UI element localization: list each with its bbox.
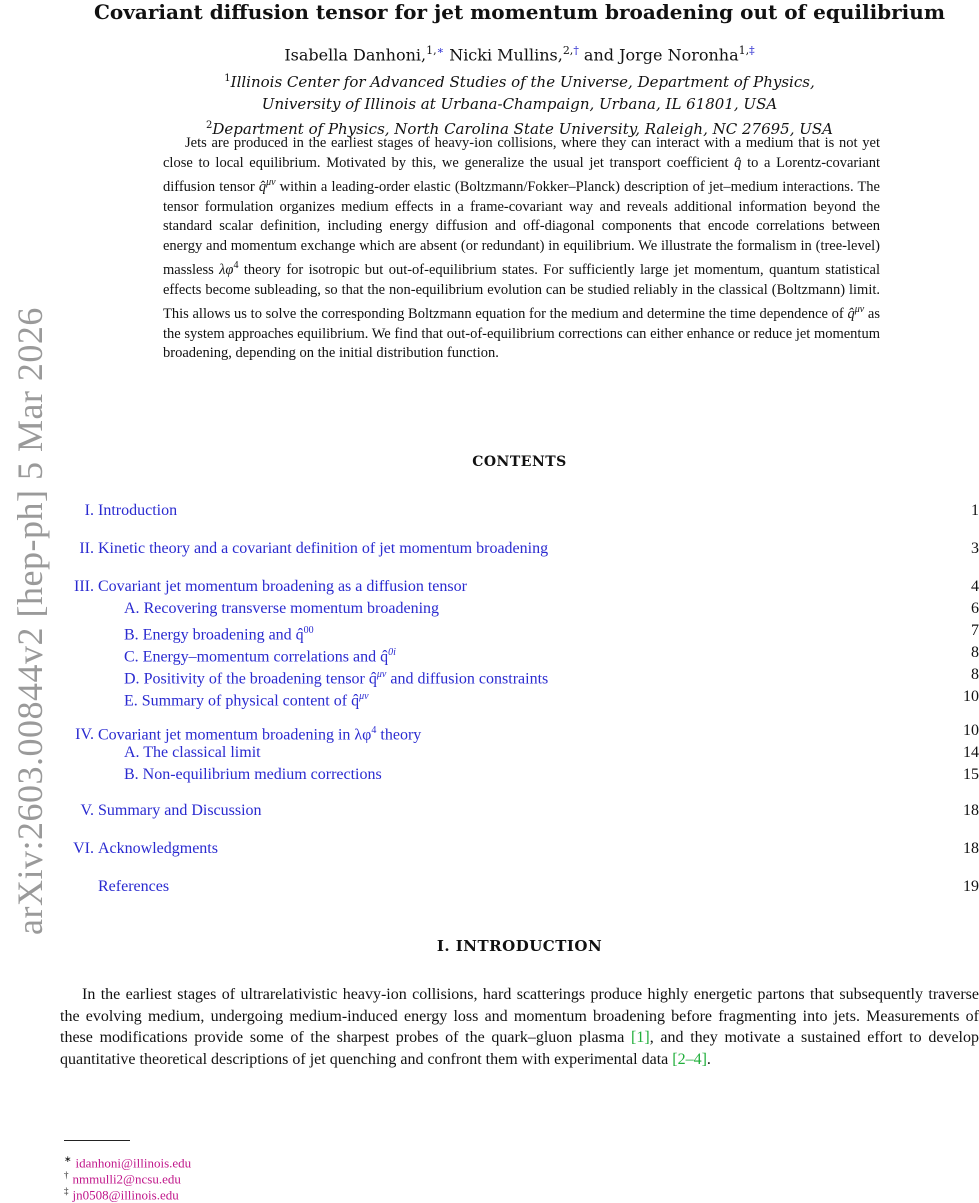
q-hat-symbol: q̂ <box>847 306 855 323</box>
toc-subentry[interactable] <box>60 620 979 642</box>
toc-page-number: 10 <box>963 722 979 739</box>
affiliation-number: 1 <box>224 73 231 84</box>
toc-link[interactable]: D. Positivity of the broadening tensor q̂$^{\mu\nu}$ and diffusion constraints <box>124 669 549 688</box>
toc-link[interactable]: A. The classical limit <box>124 744 261 761</box>
affiliations <box>60 68 979 140</box>
author-footnote-link[interactable]: ‡ <box>749 44 755 57</box>
toc-page-number: 15 <box>963 766 979 783</box>
email-link[interactable]: nmmulli2@ncsu.edu <box>72 1171 181 1187</box>
toc-page-number: 14 <box>963 744 979 761</box>
toc-link[interactable]: C. Energy–momentum correlations and q̂$^{0i}$ <box>124 647 396 666</box>
toc-subentry[interactable] <box>60 664 979 686</box>
toc-page-number: 8 <box>971 644 979 661</box>
toc-link[interactable]: VI. Acknowledgments <box>73 840 218 857</box>
author-list <box>60 44 979 64</box>
toc-entry[interactable] <box>60 838 979 860</box>
toc-subentry[interactable] <box>60 642 979 664</box>
toc-link[interactable]: I. Introduction <box>84 502 178 519</box>
affiliation-number: 2 <box>206 120 213 131</box>
toc-subentry[interactable] <box>60 764 979 786</box>
arxiv-identifier: arXiv:2603.00844v2 [hep-ph] 5 Mar 2026 <box>10 307 50 935</box>
toc-link[interactable]: V. Summary and Discussion <box>80 802 262 819</box>
tensor-index: μν <box>854 304 865 316</box>
toc-entry[interactable] <box>60 876 979 898</box>
toc-entry[interactable] <box>60 500 979 522</box>
toc-page-number: 6 <box>971 600 979 617</box>
toc-page-number: 18 <box>963 802 979 819</box>
author-affiliation-mark: 2, <box>562 44 574 57</box>
toc-page-number: 19 <box>963 878 979 895</box>
toc-page-number: 1 <box>971 502 979 519</box>
toc-page-number: 18 <box>963 840 979 857</box>
email-link[interactable]: idanhoni@illinois.edu <box>75 1155 192 1171</box>
footnote <box>64 1183 179 1203</box>
toc-page-number: 7 <box>971 622 979 639</box>
footnote-divider <box>64 1140 130 1141</box>
author-footnote-link[interactable]: † <box>573 44 579 57</box>
footnote-mark: † <box>64 1170 69 1180</box>
footnote-mark: ∗ <box>64 1154 72 1164</box>
toc-link[interactable]: A. Recovering transverse momentum broadening <box>124 600 440 617</box>
author-conjunction: and <box>583 45 614 65</box>
citation-link[interactable]: [2–4] <box>672 1050 707 1068</box>
footnote-mark: ‡ <box>64 1186 69 1196</box>
toc-entry[interactable] <box>60 576 979 598</box>
toc-link[interactable]: References <box>98 878 170 895</box>
author-affiliation-mark: 1, <box>426 44 437 57</box>
affiliation-line: Department of Physics, North Carolina State University, Raleigh, NC 27695, USA <box>212 120 833 138</box>
toc-page-number: 3 <box>971 540 979 557</box>
email-link[interactable]: jn0508@illinois.edu <box>72 1187 179 1203</box>
citation-link[interactable]: [1] <box>631 1029 650 1046</box>
toc-subentry[interactable] <box>60 686 979 708</box>
q-hat-symbol: q̂ <box>258 179 267 196</box>
toc-page-number: 8 <box>971 666 979 683</box>
toc-link[interactable]: B. Energy broadening and q̂$^{00}$ <box>124 625 314 644</box>
lambda-phi-symbol: λφ <box>219 262 234 279</box>
q-hat-symbol: q̂ <box>734 154 742 171</box>
tensor-index: μν <box>266 177 276 189</box>
author-footnote-link[interactable]: ∗ <box>436 44 445 57</box>
toc-entry[interactable] <box>60 538 979 560</box>
abstract: Jets are produced in the earliest stages of heavy-ion collisions, where they can interact with a medium that is not yet close to local equilibrium. Motivated by this, we generalize the usual jet transport coefficient q̂ to a Lorentz-covariant diffusion tensor q̂$^{\mu\nu}$ within a leading-order elastic (Boltzmann/Fokker–Planck) description of jet–medium interactions. The tensor formulation organizes medium effects in a frame-covariant way and reveals additional information beyond the standard scalar definition, including energy diffusion and off-diagonal components that encode correlations between energy and momentum exchange which are absent (or redundant) in equilibrium. We illustrate the formalism in (tree-level) massless $\lambda\varphi^4$ theory for isotropic but out-of-equilibrium states. For sufficiently large jet momentum, quantum statistical effects become subleading, so that the non-equilibrium evolution can be studied reliably in the classical (Boltzmann) limit. This allows us to solve the corresponding Boltzmann equation for the medium and determine the time dependence of q̂$^{\mu\nu}$ as the system approaches equilibrium. We find that out-of-equilibrium corrections can either enhance or reduce jet momentum broadening, depending on the initial distribution function. <box>163 135 880 362</box>
author-name: Jorge Noronha <box>619 45 739 65</box>
contents-heading: CONTENTS <box>472 454 567 470</box>
power-four: 4 <box>233 260 239 272</box>
toc-entry[interactable] <box>60 720 979 742</box>
intro-paragraph: In the earliest stages of ultrarelativistic heavy-ion collisions, hard scatterings produce highly energetic partons that subsequently traverse the evolving medium, undergoing medium-induced energy loss and momentum broadening before fragmenting into jets. Measurements of these modifications provide some of the sharpest probes of the quark–gluon plasma [1], and they motivate a sustained effort to develop quantitative theoretical descriptions of jet quenching and confront them with experimental data [2–4]. <box>60 986 979 1068</box>
author-affiliation-mark: 1, <box>738 44 750 57</box>
toc-subentry[interactable] <box>60 598 979 620</box>
toc-page-number: 10 <box>963 688 979 705</box>
affiliation-line: University of Illinois at Urbana-Champaign, Urbana, IL 61801, USA <box>261 95 778 113</box>
toc-link[interactable]: IV. Covariant jet momentum broadening in $\lambda\varphi^4$ theory <box>75 725 422 744</box>
section-heading: I. INTRODUCTION <box>436 937 603 955</box>
toc-link[interactable]: III. Covariant jet momentum broadening as a diffusion tensor <box>74 578 467 595</box>
toc-page-number: 4 <box>971 578 979 595</box>
toc-subentry[interactable] <box>60 742 979 764</box>
affiliation-line: Illinois Center for Advanced Studies of the Universe, Department of Physics, <box>230 73 815 91</box>
toc-link[interactable]: B. Non-equilibrium medium corrections <box>124 766 382 783</box>
author-name: Nicki Mullins, <box>449 45 563 65</box>
toc-link[interactable]: E. Summary of physical content of q̂$^{\mu\nu}$ <box>124 691 369 710</box>
paper-title: Covariant diffusion tensor for jet momentum broadening out of equilibrium <box>94 0 945 24</box>
toc-link[interactable]: II. Kinetic theory and a covariant definition of jet momentum broadening <box>79 540 549 557</box>
author-name: Isabella Danhoni, <box>284 45 427 65</box>
toc-entry[interactable] <box>60 800 979 822</box>
